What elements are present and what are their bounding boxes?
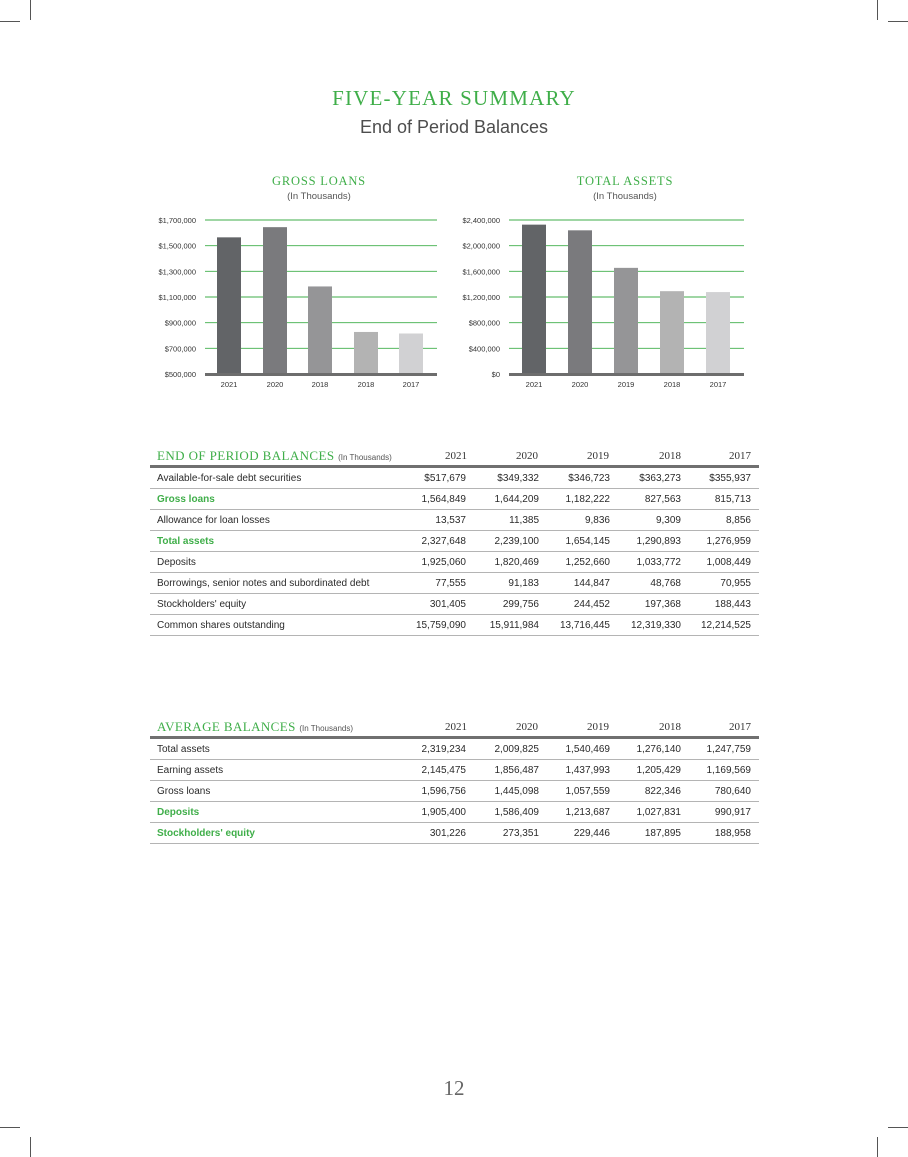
y-tick-label: $1,500,000 (158, 241, 196, 251)
table-row (150, 552, 759, 573)
table-cell: 15,759,090 (415, 620, 466, 631)
total-assets-chart-title: TOTAL ASSETS (576, 174, 674, 188)
table-cell: 1,905,400 (421, 807, 466, 818)
table-cell: 2,239,100 (494, 536, 539, 547)
y-tick-label: $900,000 (164, 318, 196, 328)
bar (568, 230, 592, 374)
table-cell: 301,226 (429, 828, 466, 839)
table-cell: 1,820,469 (494, 557, 539, 568)
y-tick-label: $1,300,000 (158, 267, 196, 277)
table-cell: 1,644,209 (494, 494, 539, 505)
table-cell: 1,247,759 (706, 744, 751, 755)
page-title: FIVE-YEAR SUMMARY (332, 86, 576, 110)
crop-mark (0, 1127, 20, 1128)
table-cell: 13,716,445 (559, 620, 610, 631)
year-header: 2018 (659, 721, 681, 733)
y-tick-label: $500,000 (164, 370, 196, 379)
y-tick-label: $700,000 (164, 344, 196, 354)
x-tick-label: 2019 (617, 380, 635, 389)
table-cell: 1,276,959 (706, 536, 751, 547)
table-row (150, 468, 759, 489)
y-tick-label: $2,000,000 (462, 241, 500, 251)
table-cell: 1,925,060 (421, 557, 466, 568)
table-cell: $517,679 (424, 473, 466, 484)
table-row (150, 510, 759, 531)
table-title (157, 719, 353, 735)
table-cell: $346,723 (568, 473, 610, 484)
table-cell: 12,319,330 (630, 620, 681, 631)
table-cell: 1,564,849 (421, 494, 466, 505)
x-tick-label: 2018 (311, 380, 329, 389)
table-cell: 1,437,993 (565, 765, 610, 776)
row-label: Available-for-sale debt securities (157, 473, 302, 484)
table-cell: 187,895 (644, 828, 681, 839)
y-tick-label: $1,200,000 (462, 293, 500, 302)
table-cell: 1,169,569 (706, 765, 751, 776)
x-tick-label: 2020 (266, 380, 284, 389)
row-label: Total assets (157, 744, 210, 755)
crop-mark (877, 1137, 878, 1157)
x-axis-baseline (509, 373, 744, 376)
row-label: Deposits (157, 557, 196, 568)
table-header (150, 447, 759, 465)
y-tick-label: $1,600,000 (462, 267, 500, 277)
total-assets-chart-subtitle: (In Thousands) (593, 191, 657, 202)
table-cell: 11,385 (509, 515, 539, 526)
table-cell: 9,836 (584, 515, 610, 526)
table-cell: 244,452 (573, 599, 610, 610)
y-tick-label: $800,000 (468, 318, 500, 328)
table-row (150, 823, 759, 844)
bar (614, 268, 638, 374)
row-label: Stockholders' equity (157, 599, 247, 610)
table-cell: 822,346 (644, 786, 681, 797)
year-header: 2021 (445, 721, 467, 733)
row-label: Gross loans (157, 494, 215, 505)
x-tick-label: 2021 (220, 380, 238, 389)
gross-loans-chart-title: GROSS LOANS (272, 174, 366, 188)
table-cell: 780,640 (714, 786, 751, 797)
table-cell: 229,446 (573, 828, 610, 839)
table-cell: 48,768 (650, 578, 681, 589)
y-tick-label: $2,400,000 (462, 216, 500, 225)
table-cell: 1,540,469 (565, 744, 610, 755)
table-cell: 8,856 (725, 515, 751, 526)
end-of-period-balances-table (150, 447, 759, 636)
table-cell: 301,405 (429, 599, 466, 610)
table-cell: 273,351 (502, 828, 539, 839)
row-label: Stockholders' equity (157, 828, 255, 839)
bar (660, 291, 684, 374)
row-label: Gross loans (157, 786, 211, 797)
table-cell: 1,008,449 (706, 557, 751, 568)
table-cell: 1,213,687 (565, 807, 610, 818)
year-header: 2020 (516, 450, 538, 462)
table-cell: $363,273 (639, 473, 681, 484)
table-cell: 1,205,429 (636, 765, 681, 776)
table-cell: 815,713 (714, 494, 751, 505)
table-cell: 2,319,234 (421, 744, 466, 755)
table-cell: 77,555 (435, 578, 466, 589)
table-cell: 188,958 (714, 828, 751, 839)
table-cell: 299,756 (502, 599, 539, 610)
table-row (150, 739, 759, 760)
crop-mark (30, 1137, 31, 1157)
table-row (150, 781, 759, 802)
table-row (150, 489, 759, 510)
year-header: 2018 (659, 450, 681, 462)
table-cell: 2,145,475 (421, 765, 466, 776)
table-title (157, 448, 392, 464)
average-balances-table (150, 718, 759, 844)
row-label: Allowance for loan losses (157, 515, 270, 526)
table-cell: 1,276,140 (636, 744, 681, 755)
x-tick-label: 2018 (663, 380, 681, 389)
table-cell: 197,368 (644, 599, 681, 610)
x-tick-label: 2021 (525, 380, 543, 389)
row-label: Borrowings, senior notes and subordinated debt (157, 578, 370, 589)
y-tick-label: $0 (491, 370, 500, 379)
table-cell: 990,917 (714, 807, 751, 818)
year-header: 2017 (729, 450, 751, 462)
row-label: Common shares outstanding (157, 620, 285, 631)
x-tick-label: 2020 (571, 380, 589, 389)
table-cell: $349,332 (497, 473, 539, 484)
bar (522, 225, 546, 374)
table-cell: 1,033,772 (636, 557, 681, 568)
table-cell: 1,290,893 (636, 536, 681, 547)
table-row (150, 802, 759, 823)
table-row (150, 531, 759, 552)
x-tick-label: 2017 (402, 380, 420, 389)
table-cell: 15,911,984 (489, 620, 539, 631)
table-row (150, 615, 759, 636)
table-cell: 91,183 (508, 578, 539, 589)
table-cell: 1,856,487 (494, 765, 539, 776)
table-header (150, 718, 759, 736)
gross-loans-chart-subtitle: (In Thousands) (287, 191, 351, 202)
table-row (150, 760, 759, 781)
table-cell: 144,847 (573, 578, 610, 589)
year-header: 2020 (516, 721, 538, 733)
table-unit: (In Thousands) (299, 724, 354, 733)
table-cell: 188,443 (714, 599, 751, 610)
table-row (150, 594, 759, 615)
row-label: Earning assets (157, 765, 224, 776)
table-cell: 70,955 (720, 578, 751, 589)
table-cell: 1,182,222 (565, 494, 610, 505)
table-cell: 1,654,145 (565, 536, 610, 547)
table-cell: 12,214,525 (700, 620, 751, 631)
x-tick-label: 2017 (709, 380, 727, 389)
table-cell: 1,252,660 (565, 557, 610, 568)
year-header: 2019 (587, 450, 609, 462)
total-assets-chart (0, 0, 908, 400)
table-cell: 1,445,098 (494, 786, 539, 797)
row-label: Total assets (157, 536, 215, 547)
table-cell: 13,537 (435, 515, 466, 526)
table-cell: 827,563 (644, 494, 681, 505)
table-cell: $355,937 (709, 473, 751, 484)
table-cell: 2,009,825 (494, 744, 539, 755)
y-tick-label: $400,000 (468, 344, 500, 354)
x-tick-label: 2018 (357, 380, 375, 389)
table-title-text: AVERAGE BALANCES (157, 719, 296, 734)
table-cell: 9,309 (655, 515, 681, 526)
table-title-text: END OF PERIOD BALANCES (157, 448, 335, 463)
table-cell: 1,027,831 (636, 807, 681, 818)
year-header: 2021 (445, 450, 467, 462)
table-cell: 1,596,756 (421, 786, 466, 797)
year-header: 2017 (729, 721, 751, 733)
bar (706, 292, 730, 374)
row-label: Deposits (157, 807, 200, 818)
table-cell: 2,327,648 (421, 536, 466, 547)
year-header: 2019 (587, 721, 609, 733)
table-cell: 1,586,409 (494, 807, 539, 818)
table-unit: (In Thousands) (338, 453, 392, 462)
y-tick-label: $1,700,000 (158, 216, 196, 225)
page-subtitle: End of Period Balances (359, 117, 549, 137)
table-row (150, 573, 759, 594)
table-cell: 1,057,559 (565, 786, 610, 797)
crop-mark (888, 1127, 908, 1128)
page-number: 12 (443, 1076, 465, 1100)
y-tick-label: $1,100,000 (158, 293, 196, 302)
